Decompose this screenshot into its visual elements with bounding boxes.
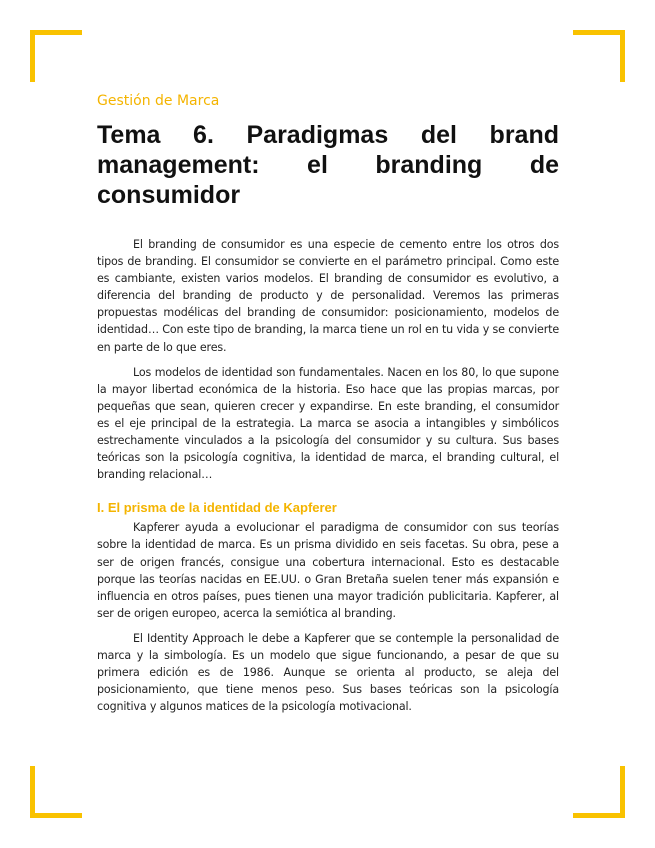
page-content <box>97 92 559 723</box>
corner-bracket-bottom-right <box>573 766 625 818</box>
subject-label: Gestión de Marca <box>97 93 220 109</box>
intro-paragraph-2: Los modelos de identidad son fundamentales. Nacen en los 80, lo que supone la mayor libertad económica de la historia. Eso hace que las propias marcas, por pequeñas que sean, quieren crecer y expandirse. En este branding, el consumidor es el eje principal de la estrategia. La marca se asocia a intangibles y simbólicos estrechamente vinculados a la psicología del consumidor y su cultura. Sus bases teóricas son la psicología cognitiva, la identidad de marca, el branding cultural, el branding relacional… <box>97 365 559 482</box>
section-paragraph-2: El Identity Approach le debe a Kapferer que se contemple la personalidad de marca y la simbología. Es un modelo que sigue funcionando, a pesar de que su primera edición es de 1986. Aunque se orienta al producto, se aleja del posicionamiento, que tiene menos peso. Sus bases teóricas son la psicología cognitiva y algunos matices de la psicología motivacional. <box>97 631 559 714</box>
corner-bracket-bottom-left <box>30 766 82 818</box>
intro-paragraph-1: El branding de consumidor es una especie de cemento entre los otros dos tipos de branding. El consumidor se convierte en el parámetro principal. Como este es cambiante, existen varios modelos. El branding de consumidor es evolutivo, a diferencia del branding de producto y de personalidad. Veremos las primeras propuestas modélicas del branding de consumidor: posicionamiento, modelos de identidad… Con este tipo de branding, la marca tiene un rol en tu vida y se convierte en parte de lo que eres. <box>97 238 559 354</box>
corner-bracket-top-left <box>30 30 82 82</box>
section-heading-kapferer: I. El prisma de la identidad de Kapferer <box>97 500 337 516</box>
corner-bracket-top-right <box>573 30 625 82</box>
section-paragraph-1: Kapferer ayuda a evolucionar el paradigma de consumidor con sus teorías sobre la identidad de marca. Es un prisma dividido en seis facetas. Su obra, pese a ser de origen francés, consigue una cobertura internacional. Esto es destacable porque las teorías nacidas en EE.UU. o Gran Bretaña suelen tener más expansión e influencia en otros países, pues tienen una mayor tradición publicitaria. Kapferer, al ser de origen europeo, acerca la semiótica al branding. <box>97 521 559 620</box>
page-title: Tema 6. Paradigmas del brand management: el branding de consumidor <box>97 121 559 209</box>
